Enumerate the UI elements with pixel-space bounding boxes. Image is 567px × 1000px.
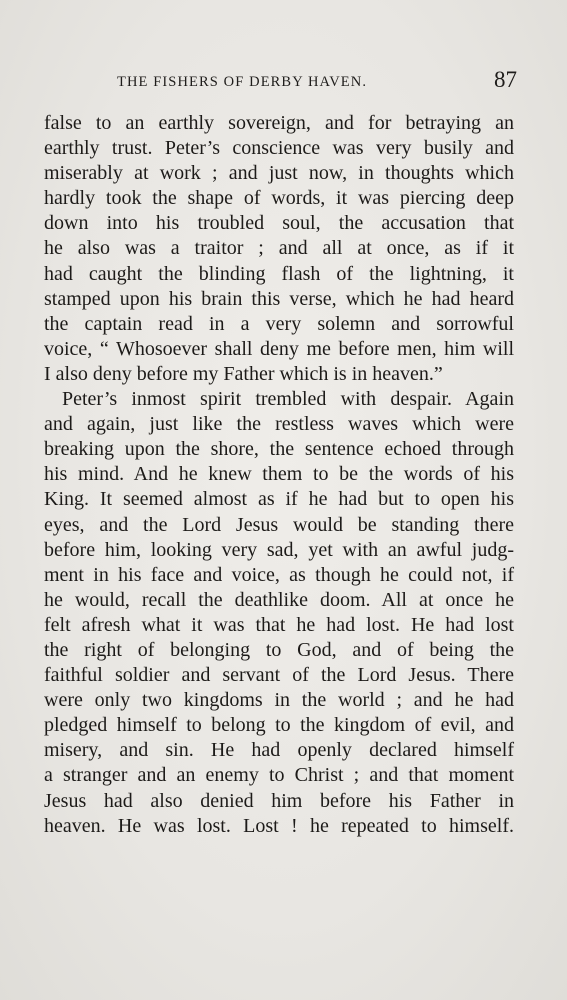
text-line: the captain read in a very solemn and sorrowful — [44, 312, 514, 335]
text-line: before him, looking very sad, yet with an awful judg- — [44, 538, 514, 561]
running-title: THE FISHERS OF DERBY HAVEN. — [117, 74, 368, 90]
text-line: had caught the blinding flash of the lightning, it — [44, 262, 514, 285]
text-line: the right of belonging to God, and of being the — [44, 638, 514, 661]
text-line: felt afresh what it was that he had lost. He had lost — [44, 613, 514, 636]
text-line: voice, “ Whosoever shall deny me before men, him will — [44, 337, 514, 360]
text-line: Jesus had also denied him before his Father in — [44, 789, 514, 812]
text-line: his mind. And he knew them to be the words of his — [44, 463, 514, 486]
text-line: King. It seemed almost as if he had but to open his — [44, 488, 514, 511]
text-line: earthly trust. Peter’s conscience was very busily and — [44, 137, 514, 160]
text-line: he would, recall the deathlike doom. All at once he — [44, 588, 514, 611]
text-line: and again, just like the restless waves which were — [44, 413, 514, 436]
text-line: pledged himself to belong to the kingdom of evil, and — [44, 714, 514, 737]
text-line: I also deny before my Father which is in heaven.” — [44, 362, 443, 385]
page-number: 87 — [494, 67, 517, 92]
text-line: misery, and sin. He had openly declared himself — [44, 739, 514, 762]
text-line: stamped upon his brain this verse, which he had heard — [44, 287, 514, 310]
text-line: a stranger and an enemy to Christ ; and that moment — [44, 764, 514, 787]
text-line: faithful soldier and servant of the Lord Jesus. There — [44, 664, 514, 687]
text-line: heaven. He was lost. Lost ! he repeated to himself. — [44, 814, 514, 837]
text-line: false to an earthly sovereign, and for betraying an — [44, 112, 514, 134]
text-line: breaking upon the shore, the sentence echoed through — [44, 438, 514, 461]
text-line: hardly took the shape of words, it was piercing deep — [44, 187, 514, 210]
body-text — [44, 111, 514, 839]
text-line: ment in his face and voice, as though he could not, if — [44, 563, 514, 586]
text-line: down into his troubled soul, the accusation that — [44, 212, 514, 235]
text-line: eyes, and the Lord Jesus would be standing there — [44, 513, 514, 536]
text-line: miserably at work ; and just now, in thoughts which — [44, 162, 514, 185]
text-line: were only two kingdoms in the world ; and he had — [44, 689, 514, 712]
text-line: he also was a traitor ; and all at once, as if it — [44, 237, 514, 260]
text-line: Peter’s inmost spirit trembled with despair. Again — [62, 388, 514, 411]
running-head — [44, 66, 517, 100]
